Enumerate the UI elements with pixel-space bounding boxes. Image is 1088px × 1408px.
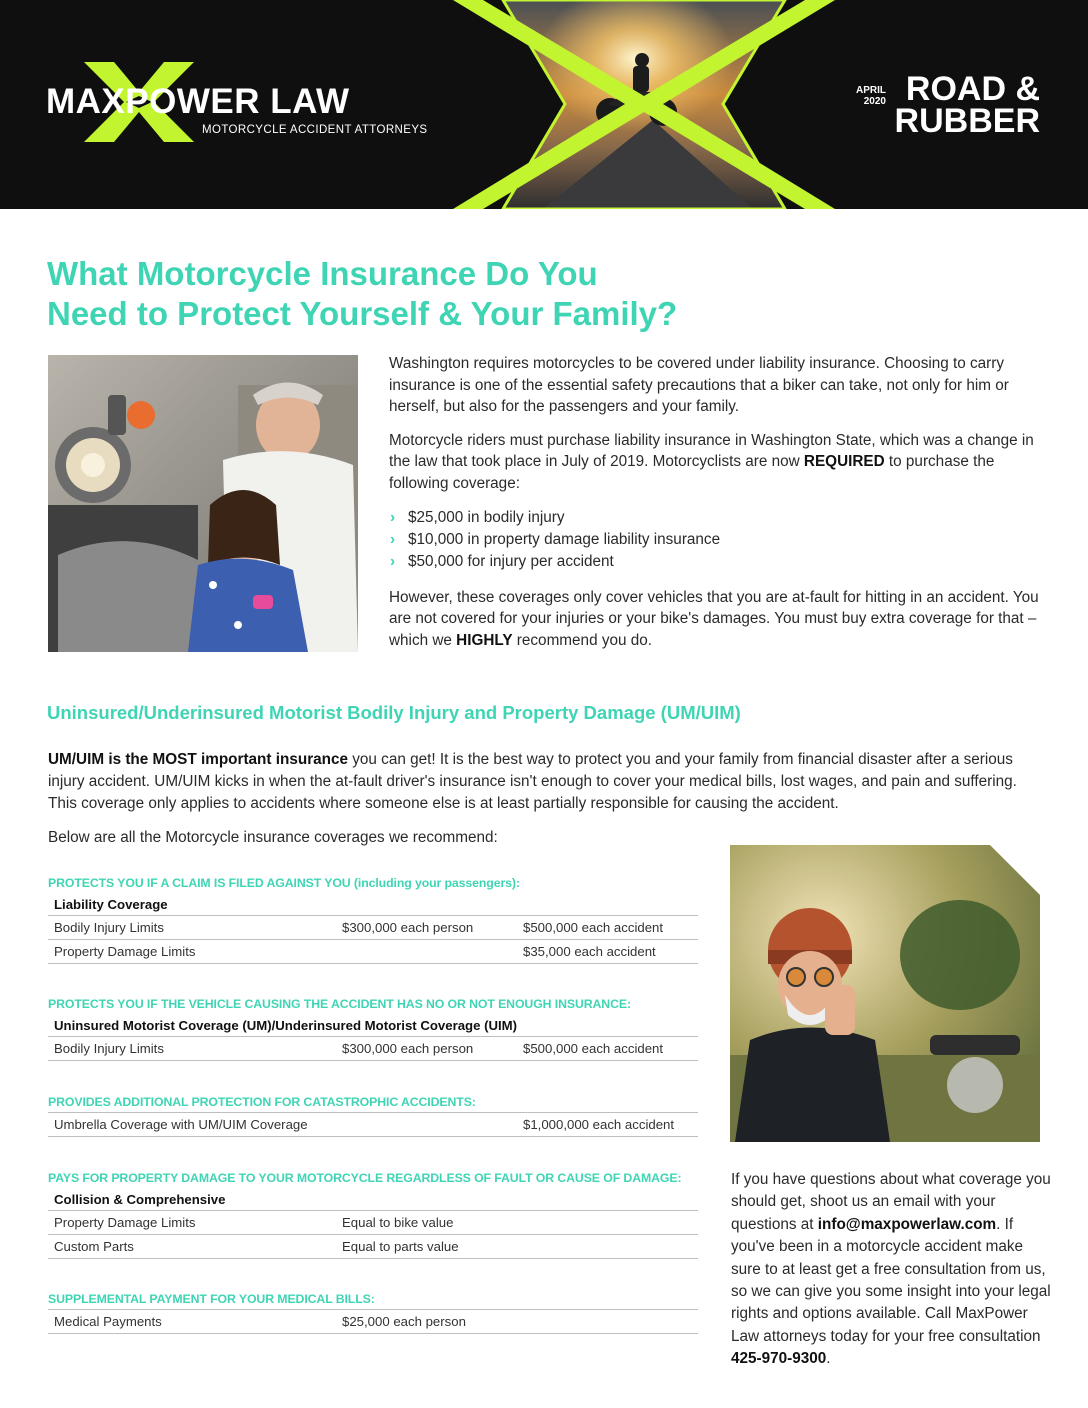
collision-coverage-table [48,1171,698,1259]
table-row: Bodily Injury Limits $300,000 each person $500,000 each accident [48,916,698,940]
publication-title-line1: ROAD & [905,70,1040,108]
logo-wordmark: MAXPOWER LAW [46,82,350,121]
table-row: Medical Payments $25,000 each person [48,1310,698,1334]
medical-heading: SUPPLEMENTAL PAYMENT FOR YOUR MEDICAL BILLS: [48,1292,698,1310]
list-item: › $50,000 for injury per accident [389,551,1049,573]
contact-email-link[interactable]: info@maxpowerlaw.com [817,1215,997,1233]
list-item: › $10,000 in property damage liability insurance [389,529,1049,551]
coverage-intro-line: Below are all the Motorcycle insurance coverages we recommend: [48,829,498,846]
table-row: Umbrella Coverage with UM/UIM Coverage $1,000,000 each accident [48,1113,698,1137]
issue-year: 2020 [863,96,886,107]
sidebar-contact-text: If you have questions about what coverage you should get, shoot us an email with your questions at info@maxpowerlaw.com. If you've been in a motorcycle accident make sure to at least get a free consultation from us, so we can give you some insight into your legal rights and options available. Call MaxPower Law attorneys today for your free consultation 425-970-9300. [731,1171,1051,1368]
liability-coverage-table [48,876,698,964]
chevron-right-icon: › [390,552,396,570]
collision-subheading: Collision & Comprehensive [48,1190,698,1211]
table-row: Bodily Injury Limits $300,000 each person $500,000 each accident [48,1037,698,1061]
header-banner [0,0,1088,209]
senior-biker-helmet-photo [730,845,1040,1142]
um-uim-section-heading: Uninsured/Underinsured Motorist Bodily Injury and Property Damage (UM/UIM) [47,702,741,723]
page-title [47,254,867,334]
um-uim-body: UM/UIM is the MOST important insurance you can get! It is the best way to protect you and your family from financial disaster after a serious injury accident. UM/UIM kicks in when the at-fault driver's insurance isn't enough to cover your medical bills, lost wages, and pain and suffering. This coverage only applies to accidents where someone else is at least partially responsible for causing the accident. [48,751,1017,812]
chevron-right-icon: › [390,530,396,548]
collision-heading: PAYS FOR PROPERTY DAMAGE TO YOUR MOTORCYCLE REGARDLESS OF FAULT OR CAUSE OF DAMAGE: [48,1171,682,1185]
required-emphasis: REQUIRED [803,453,885,471]
liability-subheading: Liability Coverage [48,895,698,916]
table-row: Custom Parts Equal to parts value [48,1235,698,1259]
um-heading: PROTECTS YOU IF THE VEHICLE CAUSING THE ACCIDENT HAS NO OR NOT ENOUGH INSURANCE: [48,997,631,1011]
um-subheading: Uninsured Motorist Coverage (UM)/Underinsured Motorist Coverage (UIM) [48,1016,698,1037]
logo-tagline: MOTORCYCLE ACCIDENT ATTORNEYS [202,124,428,136]
motorcycle-rider-hero-image [423,0,865,209]
highly-emphasis: HIGHLY [456,631,513,649]
contact-phone-link[interactable]: 425-970-9300 [731,1350,827,1368]
um-uim-emphasis: UM/UIM is the MOST important insurance [48,751,349,768]
um-coverage-table [48,997,698,1061]
issue-month: APRIL [856,85,886,96]
intro-paragraph-3: However, these coverages only cover vehicles that you are at-fault for hitting in an accident. You are not covered for your injuries or your bike's damages. You must buy extra coverage for that – which we HIGHLY recommend you do. [389,588,1039,649]
liability-heading: PROTECTS YOU IF A CLAIM IS FILED AGAINST YOU (including your passengers): [48,876,520,890]
intro-paragraph-1: Washington requires motorcycles to be covered under liability insurance. Choosing to carry insurance is one of the essential safety precautions that a biker can take, not only for him or herself, but also for the passengers and your family. [389,355,1009,416]
page-title-line2: Need to Protect Yourself & Your Family? [47,295,678,332]
table-row: Property Damage Limits Equal to bike value [48,1211,698,1235]
umbrella-coverage-table [48,1095,698,1137]
umbrella-heading: PROVIDES ADDITIONAL PROTECTION FOR CATASTROPHIC ACCIDENTS: [48,1095,698,1113]
chevron-right-icon: › [390,508,396,526]
page-title-line1: What Motorcycle Insurance Do You [47,255,598,292]
table-row: Property Damage Limits $35,000 each accident [48,940,698,964]
required-coverage-list [389,507,1049,573]
intro-text [389,353,1049,663]
medical-coverage-table [48,1292,698,1334]
grandfather-child-motorcycle-photo [48,355,358,652]
publication-title-line2: RUBBER [894,102,1040,140]
list-item: › $25,000 in bodily injury [389,507,1049,529]
intro-paragraph-2: Motorcycle riders must purchase liability insurance in Washington State, which was a change in the law that took place in July of 2019. Motorcyclists are now REQUIRED to purchase the following coverage: [389,431,1034,492]
